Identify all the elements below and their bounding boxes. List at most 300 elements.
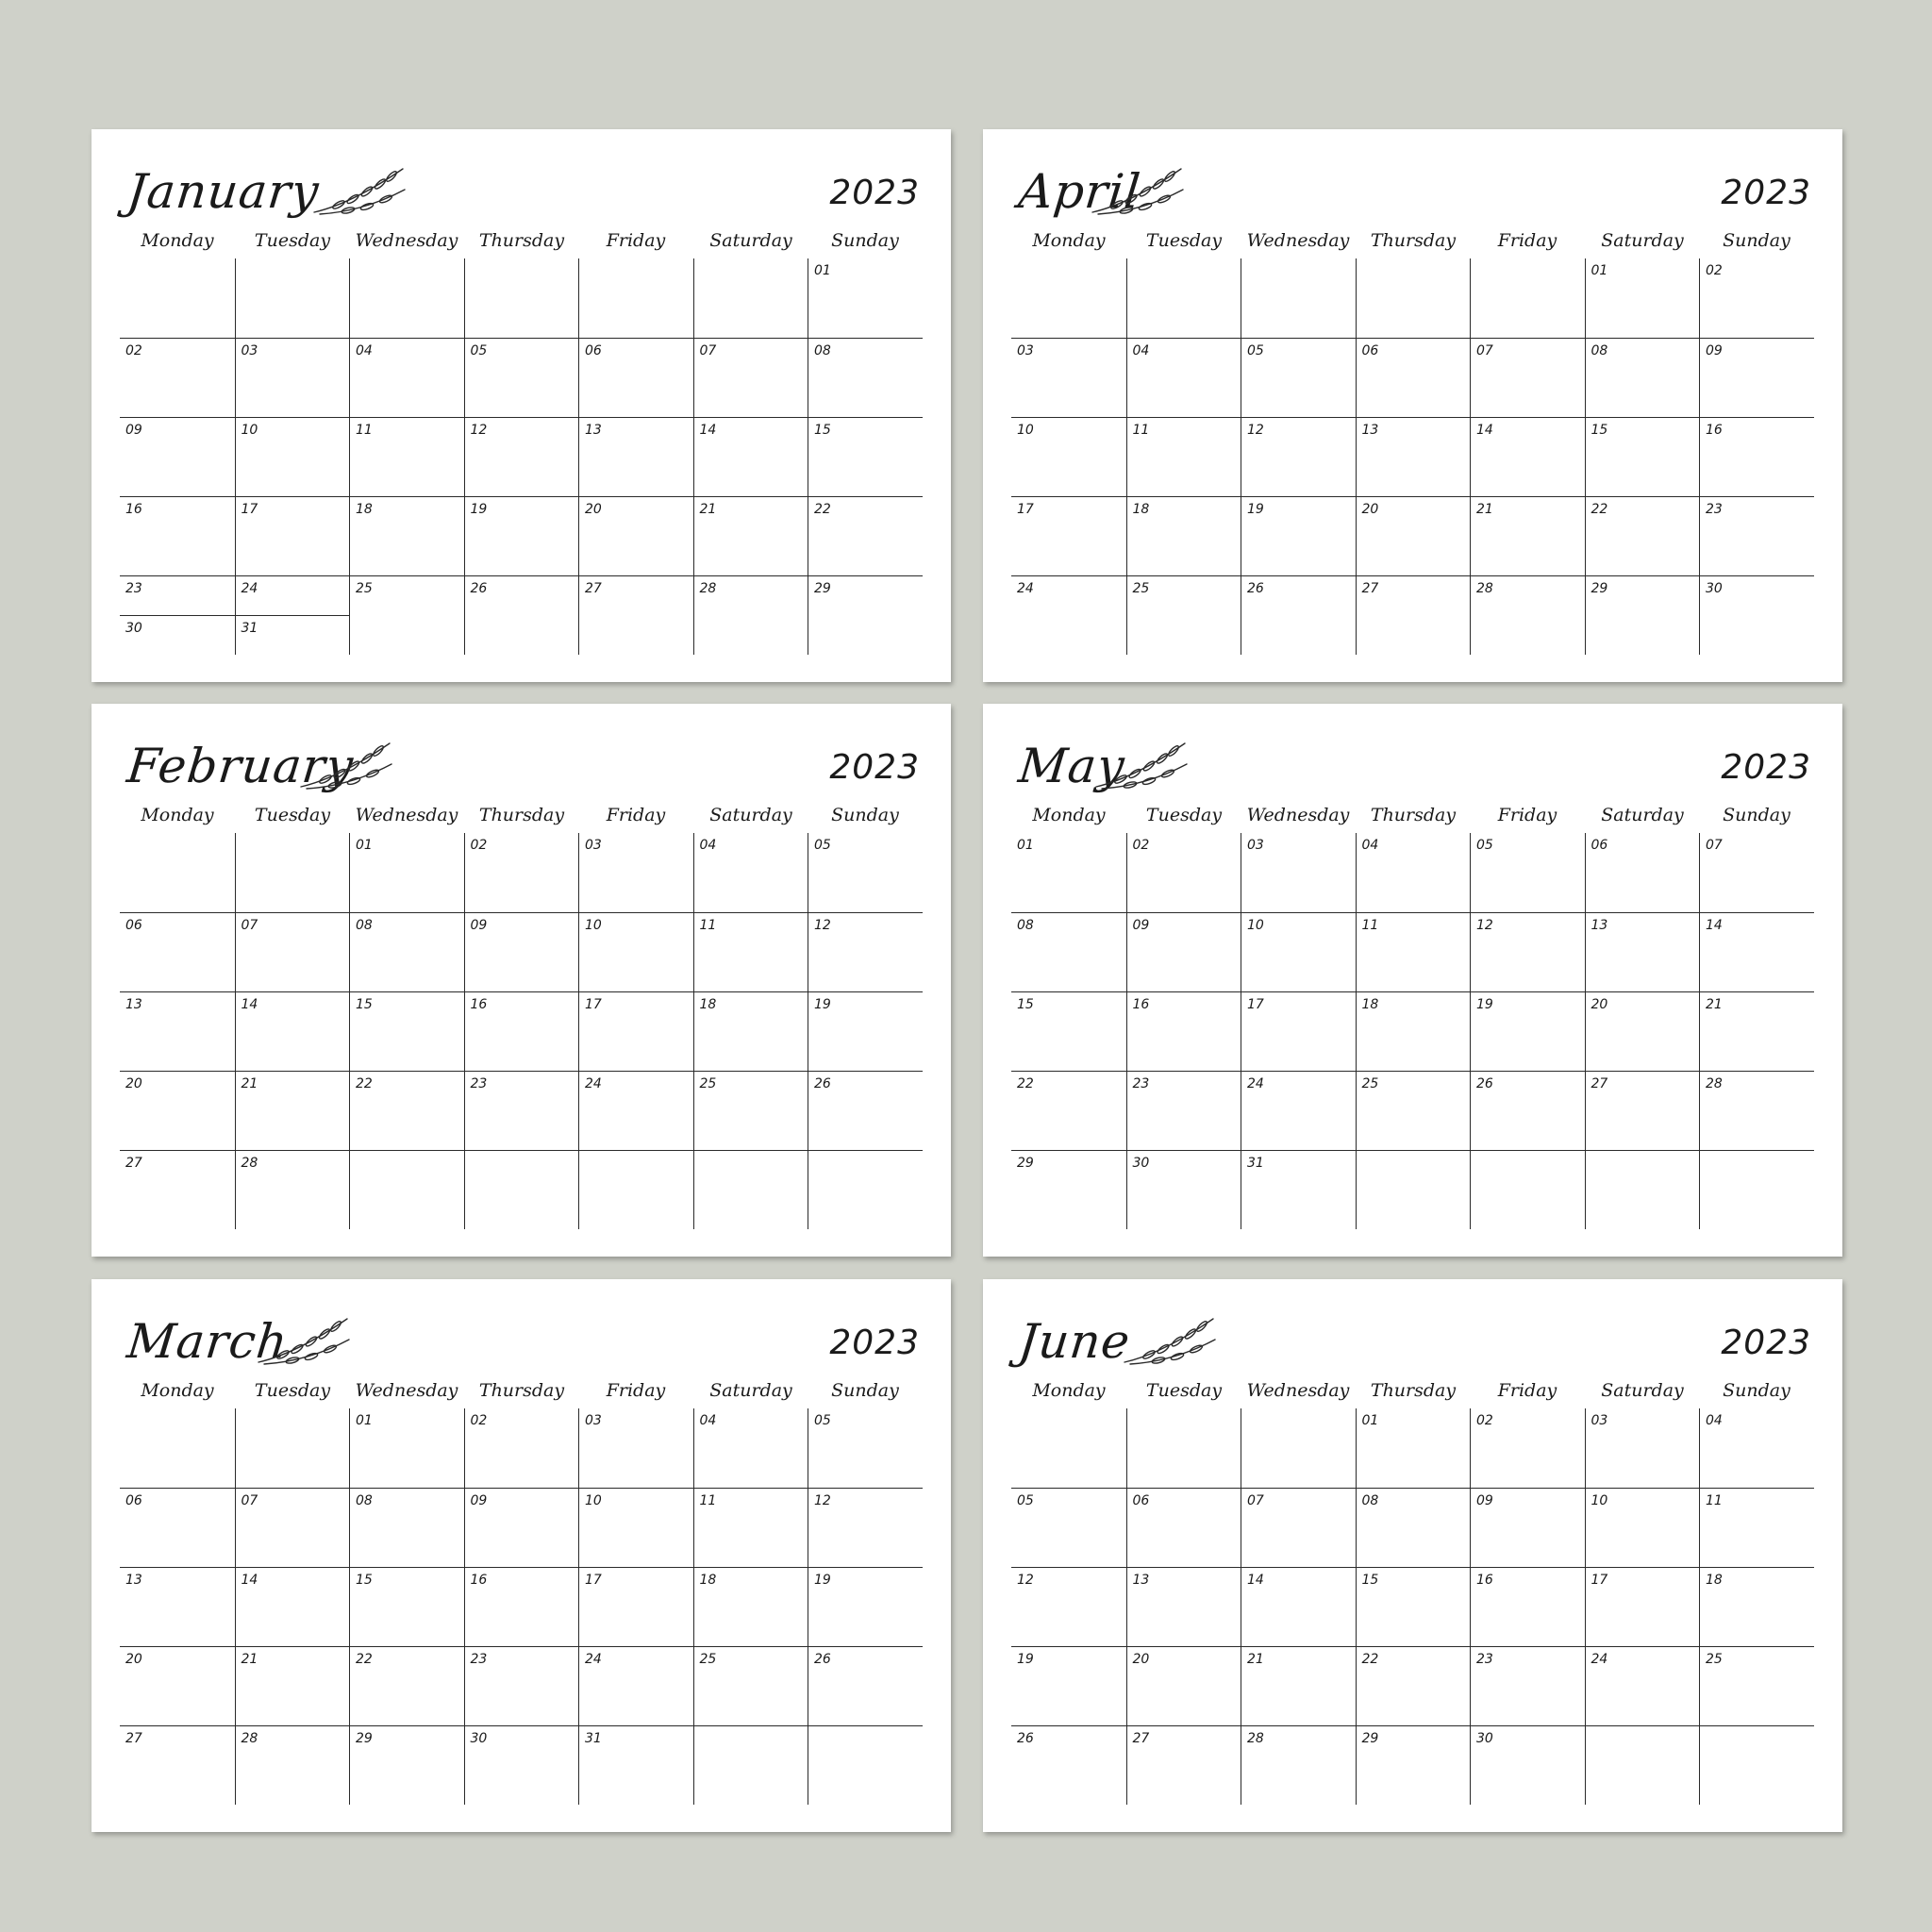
month-card-march bbox=[92, 1279, 951, 1832]
day-number: 14 bbox=[699, 423, 717, 438]
day-cell[interactable] bbox=[1241, 1408, 1356, 1488]
day-cell[interactable] bbox=[1356, 912, 1471, 991]
day-cell[interactable] bbox=[693, 1646, 808, 1725]
day-cell[interactable] bbox=[1011, 833, 1126, 912]
day-number: 18 bbox=[699, 1573, 717, 1588]
day-cell[interactable] bbox=[349, 1725, 464, 1805]
day-cell[interactable] bbox=[464, 1408, 579, 1488]
day-cell[interactable] bbox=[1470, 1408, 1585, 1488]
day-cell[interactable] bbox=[1699, 1071, 1814, 1150]
day-cell[interactable] bbox=[235, 1071, 350, 1150]
day-cell[interactable] bbox=[120, 1488, 235, 1567]
day-cell[interactable] bbox=[1470, 833, 1585, 912]
day-cell[interactable] bbox=[1356, 1071, 1471, 1150]
day-cell[interactable] bbox=[1241, 338, 1356, 417]
day-cell[interactable] bbox=[808, 1725, 923, 1805]
day-cell[interactable] bbox=[235, 1567, 350, 1646]
day-cell[interactable] bbox=[120, 258, 235, 338]
day-cell[interactable] bbox=[349, 496, 464, 575]
day-cell[interactable] bbox=[1011, 1646, 1126, 1725]
day-cell[interactable] bbox=[578, 338, 693, 417]
day-cell[interactable] bbox=[1699, 1150, 1814, 1229]
day-number: 23 bbox=[1476, 1652, 1493, 1667]
day-cell[interactable] bbox=[1126, 1488, 1241, 1567]
day-number: 27 bbox=[125, 1731, 142, 1746]
day-cell[interactable] bbox=[1011, 991, 1126, 1071]
day-cell[interactable] bbox=[1356, 417, 1471, 496]
day-cell[interactable] bbox=[349, 912, 464, 991]
day-cell[interactable] bbox=[464, 417, 579, 496]
day-number: 07 bbox=[699, 343, 717, 358]
day-cell[interactable] bbox=[120, 1567, 235, 1646]
day-cell[interactable] bbox=[1011, 575, 1126, 655]
day-cell[interactable] bbox=[1126, 1646, 1241, 1725]
day-cell[interactable] bbox=[1699, 1646, 1814, 1725]
year-label: 2023 bbox=[829, 1324, 920, 1362]
day-cell[interactable] bbox=[1011, 912, 1126, 991]
day-cell[interactable] bbox=[349, 1567, 464, 1646]
day-cell[interactable] bbox=[235, 417, 350, 496]
day-cell[interactable] bbox=[1585, 338, 1700, 417]
day-cell[interactable] bbox=[235, 1488, 350, 1567]
day-cell[interactable] bbox=[235, 912, 350, 991]
day-cell[interactable] bbox=[1356, 1408, 1471, 1488]
day-cell[interactable] bbox=[1011, 417, 1126, 496]
day-cell[interactable] bbox=[235, 1150, 350, 1229]
day-cell[interactable] bbox=[1699, 912, 1814, 991]
day-number: 28 bbox=[699, 581, 717, 596]
day-cell[interactable] bbox=[1356, 1150, 1471, 1229]
day-cell[interactable] bbox=[693, 1725, 808, 1805]
day-cell[interactable] bbox=[235, 258, 350, 338]
day-cell[interactable] bbox=[1241, 1567, 1356, 1646]
day-cell[interactable] bbox=[1011, 258, 1126, 338]
day-cell[interactable] bbox=[1356, 338, 1471, 417]
day-cell[interactable] bbox=[349, 833, 464, 912]
day-cell[interactable] bbox=[1470, 338, 1585, 417]
day-number: 17 bbox=[1247, 997, 1264, 1012]
day-cell[interactable] bbox=[1011, 338, 1126, 417]
day-cell[interactable] bbox=[578, 1567, 693, 1646]
day-cell[interactable] bbox=[1241, 1725, 1356, 1805]
day-cell[interactable] bbox=[578, 1408, 693, 1488]
day-cell[interactable] bbox=[1585, 1150, 1700, 1229]
day-cell[interactable] bbox=[693, 338, 808, 417]
day-cell[interactable] bbox=[1011, 1150, 1126, 1229]
day-cell[interactable] bbox=[120, 912, 235, 991]
day-cell[interactable] bbox=[1126, 1071, 1241, 1150]
day-cell[interactable] bbox=[235, 575, 350, 615]
day-cell[interactable] bbox=[808, 1150, 923, 1229]
day-cell[interactable] bbox=[349, 1071, 464, 1150]
day-cell[interactable] bbox=[120, 1725, 235, 1805]
day-cell[interactable] bbox=[808, 991, 923, 1071]
day-cell[interactable] bbox=[1356, 1567, 1471, 1646]
weekday-header: Sunday bbox=[1723, 1380, 1790, 1401]
day-number: 12 bbox=[470, 423, 488, 438]
day-cell[interactable] bbox=[464, 991, 579, 1071]
day-cell[interactable] bbox=[693, 258, 808, 338]
day-cell[interactable] bbox=[1241, 1150, 1356, 1229]
day-number: 19 bbox=[470, 502, 488, 517]
day-cell[interactable] bbox=[578, 1725, 693, 1805]
day-cell[interactable] bbox=[120, 1408, 235, 1488]
day-number: 04 bbox=[1361, 838, 1379, 853]
day-cell[interactable] bbox=[235, 1725, 350, 1805]
day-cell[interactable] bbox=[464, 912, 579, 991]
day-cell[interactable] bbox=[1699, 496, 1814, 575]
day-cell[interactable] bbox=[464, 496, 579, 575]
day-cell[interactable] bbox=[693, 575, 808, 655]
day-cell[interactable] bbox=[1126, 417, 1241, 496]
day-number: 28 bbox=[241, 1731, 258, 1746]
day-cell[interactable] bbox=[1241, 575, 1356, 655]
day-cell[interactable] bbox=[1126, 258, 1241, 338]
day-cell[interactable] bbox=[1011, 496, 1126, 575]
day-number: 08 bbox=[356, 1493, 373, 1508]
day-cell[interactable] bbox=[1011, 1567, 1126, 1646]
day-cell[interactable] bbox=[1241, 1071, 1356, 1150]
day-cell[interactable] bbox=[464, 1071, 579, 1150]
day-cell[interactable] bbox=[1699, 833, 1814, 912]
day-number: 07 bbox=[1476, 343, 1493, 358]
day-cell[interactable] bbox=[1585, 1646, 1700, 1725]
day-number: 05 bbox=[814, 1413, 831, 1428]
day-cell[interactable] bbox=[808, 1488, 923, 1567]
weekday-header: Wednesday bbox=[355, 1380, 458, 1401]
day-number: 13 bbox=[1591, 918, 1608, 933]
day-cell[interactable] bbox=[1356, 1725, 1471, 1805]
weekday-header: Wednesday bbox=[1246, 1380, 1350, 1401]
day-number: 08 bbox=[356, 918, 373, 933]
day-cell[interactable] bbox=[1356, 496, 1471, 575]
day-cell[interactable] bbox=[120, 1150, 235, 1229]
day-cell[interactable] bbox=[1126, 338, 1241, 417]
day-cell[interactable] bbox=[1126, 991, 1241, 1071]
day-cell[interactable] bbox=[1470, 1488, 1585, 1567]
lavender-stems-sprig-icon bbox=[255, 1307, 358, 1374]
day-number: 07 bbox=[1706, 838, 1723, 853]
day-cell[interactable] bbox=[1011, 1071, 1126, 1150]
month-card-may bbox=[983, 704, 1842, 1257]
day-cell[interactable] bbox=[1470, 1646, 1585, 1725]
day-cell[interactable] bbox=[120, 496, 235, 575]
day-cell[interactable] bbox=[235, 1408, 350, 1488]
day-cell[interactable] bbox=[578, 1646, 693, 1725]
day-cell[interactable] bbox=[349, 338, 464, 417]
day-number: 03 bbox=[585, 838, 602, 853]
day-cell[interactable] bbox=[1699, 417, 1814, 496]
day-cell[interactable] bbox=[578, 991, 693, 1071]
day-cell[interactable] bbox=[1470, 496, 1585, 575]
day-cell[interactable] bbox=[1585, 258, 1700, 338]
weekday-header: Sunday bbox=[831, 1380, 899, 1401]
day-cell[interactable] bbox=[120, 833, 235, 912]
day-cell[interactable] bbox=[464, 1646, 579, 1725]
day-number: 30 bbox=[470, 1731, 488, 1746]
day-cell[interactable] bbox=[1356, 1488, 1471, 1567]
day-cell[interactable] bbox=[1011, 1488, 1126, 1567]
day-cell[interactable] bbox=[1126, 496, 1241, 575]
day-cell[interactable] bbox=[120, 1646, 235, 1725]
day-number: 25 bbox=[1361, 1076, 1379, 1091]
day-cell[interactable] bbox=[1356, 1646, 1471, 1725]
day-number: 27 bbox=[125, 1156, 142, 1171]
day-cell[interactable] bbox=[578, 833, 693, 912]
day-cell[interactable] bbox=[1699, 1567, 1814, 1646]
weekday-header: Thursday bbox=[478, 1380, 565, 1401]
day-cell[interactable] bbox=[578, 575, 693, 655]
day-cell[interactable] bbox=[1699, 991, 1814, 1071]
day-cell[interactable] bbox=[1585, 496, 1700, 575]
day-cell[interactable] bbox=[1126, 1150, 1241, 1229]
day-number: 26 bbox=[1017, 1731, 1034, 1746]
day-cell[interactable] bbox=[349, 258, 464, 338]
day-cell[interactable] bbox=[235, 833, 350, 912]
day-cell[interactable] bbox=[1585, 417, 1700, 496]
day-cell[interactable] bbox=[1585, 912, 1700, 991]
day-number: 02 bbox=[1706, 263, 1723, 278]
day-number: 09 bbox=[1132, 918, 1150, 933]
day-cell[interactable] bbox=[464, 575, 579, 655]
day-cell[interactable] bbox=[808, 833, 923, 912]
day-cell[interactable] bbox=[693, 1488, 808, 1567]
day-cell[interactable] bbox=[1699, 1725, 1814, 1805]
day-number: 11 bbox=[699, 1493, 717, 1508]
day-cell[interactable] bbox=[693, 1408, 808, 1488]
weekday-header: Monday bbox=[1032, 230, 1106, 251]
day-cell[interactable] bbox=[1126, 1567, 1241, 1646]
day-cell[interactable] bbox=[1585, 991, 1700, 1071]
weekday-header: Sunday bbox=[831, 805, 899, 825]
month-title: February bbox=[124, 739, 357, 793]
day-cell[interactable] bbox=[464, 1725, 579, 1805]
day-number: 09 bbox=[470, 918, 488, 933]
day-cell[interactable] bbox=[1585, 833, 1700, 912]
day-cell[interactable] bbox=[1241, 1488, 1356, 1567]
day-cell[interactable] bbox=[235, 1646, 350, 1725]
day-number: 14 bbox=[1476, 423, 1493, 438]
day-cell[interactable] bbox=[349, 1150, 464, 1229]
day-number: 30 bbox=[125, 621, 142, 636]
day-number: 06 bbox=[125, 1493, 142, 1508]
day-cell[interactable] bbox=[1011, 1408, 1126, 1488]
day-number: 21 bbox=[1706, 997, 1723, 1012]
day-cell[interactable] bbox=[693, 1150, 808, 1229]
day-number: 24 bbox=[241, 581, 258, 596]
day-cell[interactable] bbox=[808, 338, 923, 417]
day-cell[interactable] bbox=[349, 417, 464, 496]
day-cell[interactable] bbox=[464, 833, 579, 912]
day-cell[interactable] bbox=[1356, 575, 1471, 655]
day-cell[interactable] bbox=[1126, 1408, 1241, 1488]
day-number: 12 bbox=[1476, 918, 1493, 933]
day-number: 26 bbox=[470, 581, 488, 596]
day-cell[interactable] bbox=[808, 1567, 923, 1646]
day-cell[interactable] bbox=[464, 1488, 579, 1567]
day-cell[interactable] bbox=[578, 912, 693, 991]
day-cell[interactable] bbox=[808, 258, 923, 338]
day-cell[interactable] bbox=[578, 1488, 693, 1567]
day-number: 06 bbox=[1591, 838, 1608, 853]
day-cell[interactable] bbox=[1241, 912, 1356, 991]
day-cell[interactable] bbox=[1699, 1408, 1814, 1488]
weekday-header: Friday bbox=[606, 230, 666, 251]
day-cell[interactable] bbox=[1470, 1150, 1585, 1229]
day-cell[interactable] bbox=[1241, 1646, 1356, 1725]
day-cell[interactable] bbox=[235, 991, 350, 1071]
day-cell[interactable] bbox=[464, 258, 579, 338]
day-cell[interactable] bbox=[464, 1567, 579, 1646]
day-cell[interactable] bbox=[1699, 338, 1814, 417]
day-cell[interactable] bbox=[578, 417, 693, 496]
day-cell[interactable] bbox=[808, 1071, 923, 1150]
day-cell[interactable] bbox=[1585, 575, 1700, 655]
day-number: 24 bbox=[1247, 1076, 1264, 1091]
day-number: 18 bbox=[1361, 997, 1379, 1012]
day-cell[interactable] bbox=[1241, 258, 1356, 338]
day-number: 16 bbox=[125, 502, 142, 517]
day-cell[interactable] bbox=[808, 575, 923, 655]
day-number: 17 bbox=[1017, 502, 1034, 517]
weekday-header: Saturday bbox=[709, 805, 792, 825]
day-cell[interactable] bbox=[808, 417, 923, 496]
weekday-header: Wednesday bbox=[355, 230, 458, 251]
weekday-header: Tuesday bbox=[254, 230, 331, 251]
day-cell[interactable] bbox=[235, 338, 350, 417]
day-cell[interactable] bbox=[120, 991, 235, 1071]
day-cell[interactable] bbox=[1241, 417, 1356, 496]
day-cell[interactable] bbox=[1356, 991, 1471, 1071]
day-cell[interactable] bbox=[693, 912, 808, 991]
day-cell[interactable] bbox=[120, 417, 235, 496]
day-number: 14 bbox=[1706, 918, 1723, 933]
day-cell[interactable] bbox=[235, 496, 350, 575]
day-number: 01 bbox=[1591, 263, 1608, 278]
day-cell[interactable] bbox=[1470, 1567, 1585, 1646]
day-cell[interactable] bbox=[349, 575, 464, 655]
day-cell[interactable] bbox=[1356, 258, 1471, 338]
day-cell[interactable] bbox=[1470, 258, 1585, 338]
day-cell[interactable] bbox=[1699, 1488, 1814, 1567]
day-cell[interactable] bbox=[1470, 912, 1585, 991]
day-cell[interactable] bbox=[808, 496, 923, 575]
day-cell[interactable] bbox=[1241, 991, 1356, 1071]
day-cell[interactable] bbox=[1356, 833, 1471, 912]
day-cell[interactable] bbox=[1011, 1725, 1126, 1805]
day-cell[interactable] bbox=[1470, 575, 1585, 655]
day-number: 08 bbox=[1591, 343, 1608, 358]
day-number: 12 bbox=[1247, 423, 1264, 438]
weekday-header: Friday bbox=[1497, 230, 1557, 251]
day-cell[interactable] bbox=[808, 1646, 923, 1725]
day-cell[interactable] bbox=[120, 338, 235, 417]
day-cell[interactable] bbox=[1241, 833, 1356, 912]
day-number: 23 bbox=[1706, 502, 1723, 517]
day-cell[interactable] bbox=[235, 615, 350, 655]
day-cell[interactable] bbox=[578, 496, 693, 575]
day-cell[interactable] bbox=[349, 991, 464, 1071]
weekday-header: Saturday bbox=[1601, 805, 1684, 825]
day-cell[interactable] bbox=[1699, 575, 1814, 655]
day-number: 11 bbox=[356, 423, 373, 438]
day-number: 05 bbox=[470, 343, 488, 358]
weekday-header: Saturday bbox=[1601, 1380, 1684, 1401]
day-number: 05 bbox=[1247, 343, 1264, 358]
day-cell[interactable] bbox=[1126, 575, 1241, 655]
willow-leaf-sprig-icon bbox=[297, 732, 401, 798]
day-cell[interactable] bbox=[464, 1150, 579, 1229]
day-cell[interactable] bbox=[693, 991, 808, 1071]
day-cell[interactable] bbox=[1126, 833, 1241, 912]
day-number: 27 bbox=[1361, 581, 1379, 596]
day-cell[interactable] bbox=[1241, 496, 1356, 575]
day-cell[interactable] bbox=[1470, 417, 1585, 496]
day-number: 11 bbox=[1706, 1493, 1723, 1508]
day-cell[interactable] bbox=[349, 1488, 464, 1567]
day-cell[interactable] bbox=[578, 1150, 693, 1229]
day-cell[interactable] bbox=[120, 615, 235, 655]
day-cell[interactable] bbox=[1585, 1071, 1700, 1150]
year-label: 2023 bbox=[1721, 174, 1811, 212]
day-cell[interactable] bbox=[1470, 991, 1585, 1071]
day-number: 13 bbox=[1361, 423, 1379, 438]
day-cell[interactable] bbox=[349, 1646, 464, 1725]
day-number: 26 bbox=[814, 1076, 831, 1091]
day-cell[interactable] bbox=[120, 575, 235, 615]
day-cell[interactable] bbox=[693, 1567, 808, 1646]
day-cell[interactable] bbox=[1585, 1408, 1700, 1488]
day-number: 09 bbox=[125, 423, 142, 438]
day-number: 14 bbox=[1247, 1573, 1264, 1588]
day-cell[interactable] bbox=[1585, 1488, 1700, 1567]
day-cell[interactable] bbox=[464, 338, 579, 417]
day-number: 02 bbox=[1132, 838, 1150, 853]
day-cell[interactable] bbox=[120, 1071, 235, 1150]
day-cell[interactable] bbox=[808, 912, 923, 991]
day-cell[interactable] bbox=[1699, 258, 1814, 338]
day-number: 09 bbox=[1476, 1493, 1493, 1508]
day-number: 16 bbox=[470, 997, 488, 1012]
day-number: 13 bbox=[1132, 1573, 1150, 1588]
day-number: 18 bbox=[1132, 502, 1150, 517]
day-cell[interactable] bbox=[808, 1408, 923, 1488]
weekday-header: Tuesday bbox=[1145, 805, 1223, 825]
day-cell[interactable] bbox=[1585, 1567, 1700, 1646]
lavender-sprig-icon bbox=[310, 158, 414, 224]
day-cell[interactable] bbox=[349, 1408, 464, 1488]
day-number: 26 bbox=[1476, 1076, 1493, 1091]
day-cell[interactable] bbox=[1126, 912, 1241, 991]
day-cell[interactable] bbox=[693, 417, 808, 496]
day-number: 09 bbox=[470, 1493, 488, 1508]
day-number: 13 bbox=[585, 423, 602, 438]
day-number: 06 bbox=[1361, 343, 1379, 358]
day-cell[interactable] bbox=[1585, 1725, 1700, 1805]
day-cell[interactable] bbox=[1470, 1071, 1585, 1150]
day-cell[interactable] bbox=[578, 1071, 693, 1150]
day-cell[interactable] bbox=[1470, 1725, 1585, 1805]
day-cell[interactable] bbox=[1126, 1725, 1241, 1805]
day-cell[interactable] bbox=[693, 1071, 808, 1150]
weekday-header: Thursday bbox=[1370, 1380, 1457, 1401]
day-cell[interactable] bbox=[578, 258, 693, 338]
day-cell[interactable] bbox=[693, 496, 808, 575]
day-number: 07 bbox=[241, 918, 258, 933]
day-cell[interactable] bbox=[693, 833, 808, 912]
fern-sprig-icon bbox=[1121, 1307, 1224, 1374]
day-number: 07 bbox=[241, 1493, 258, 1508]
